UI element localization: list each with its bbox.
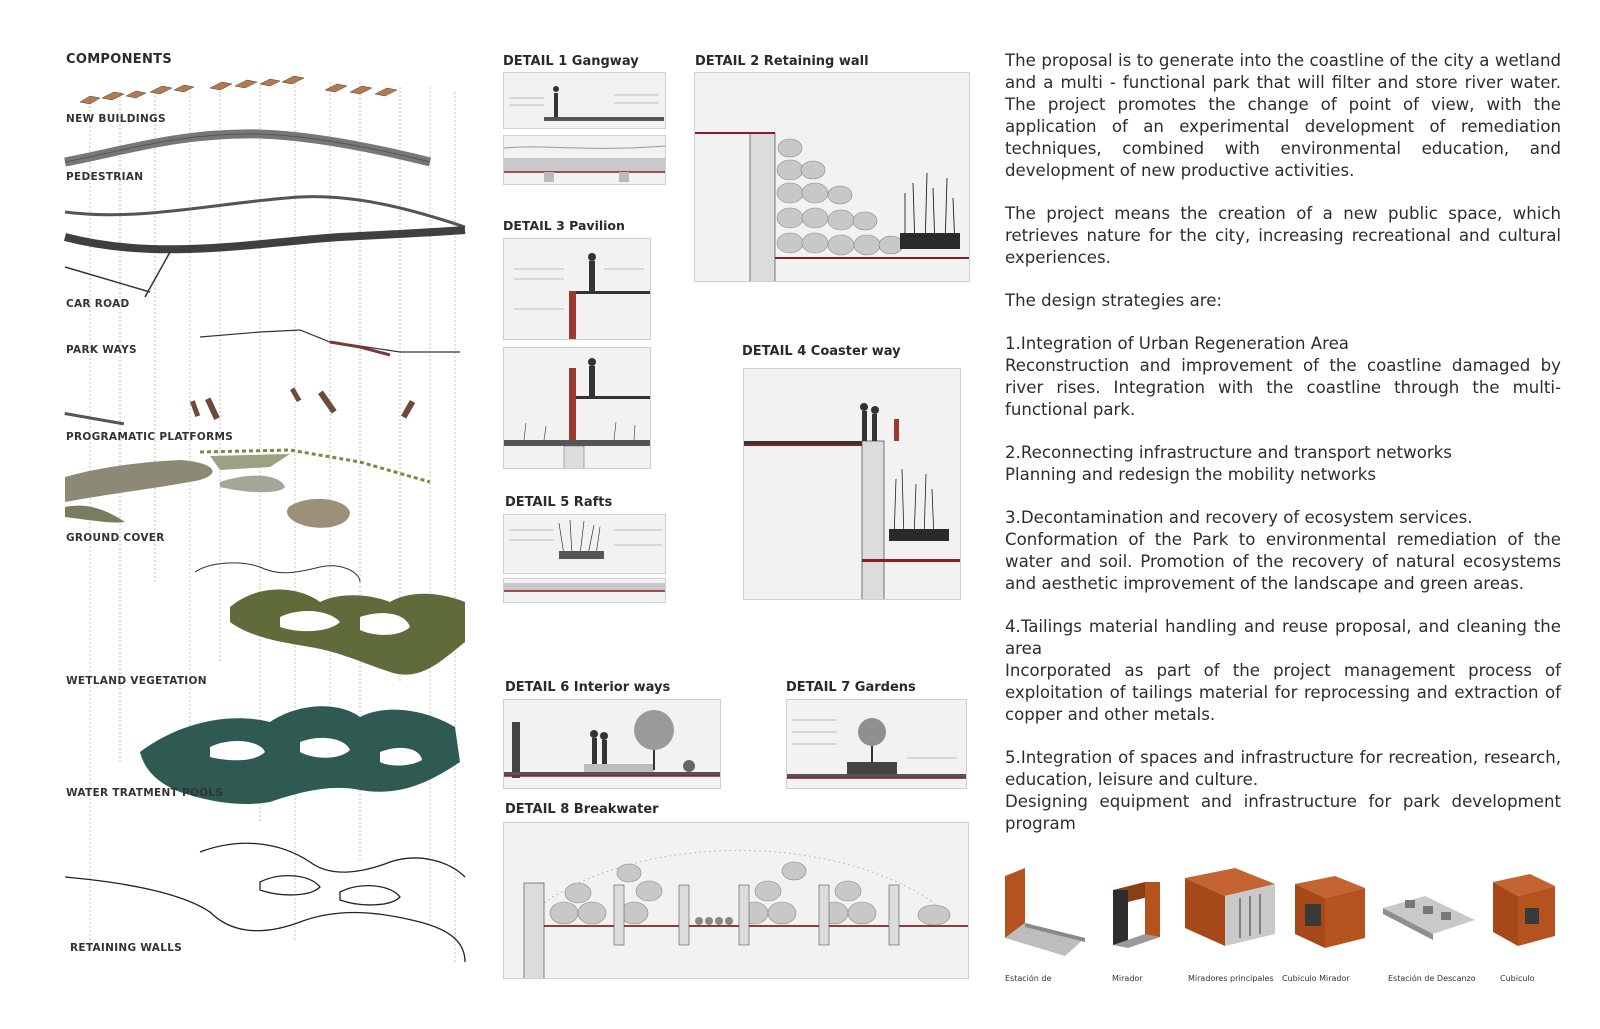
detail-2-title: DETAIL 2 Retaining wall: [695, 54, 869, 69]
components-title: COMPONENTS: [66, 52, 172, 67]
detail-3-upper-drawing: [503, 238, 651, 340]
detail-6-title: DETAIL 6 Interior ways: [505, 680, 671, 695]
layer-label-car-road: CAR ROAD: [66, 298, 130, 310]
intro-paragraph: The proposal is to generate into the coastline of the city a wetland and a multi - functional park that will filter and store river water. The project promotes the change of point of view, with the application of an experimental development of remediation techniques, combined with environmental education, and development of new productive activities.: [1005, 51, 1561, 180]
layer-label-pedestrian: PEDESTRIAN: [66, 171, 144, 183]
strategy-item: [1005, 747, 1561, 835]
detail-8-section-drawing: [503, 822, 969, 979]
furniture-label: Miradores principales: [1188, 974, 1274, 983]
detail-1-section-drawing: [503, 72, 666, 129]
detail-7-title: DETAIL 7 Gardens: [786, 680, 916, 695]
strategy-item: [1005, 333, 1561, 421]
furniture-label: Cubiculo Mirador: [1282, 974, 1350, 983]
detail-5-title: DETAIL 5 Rafts: [505, 495, 613, 510]
layer-label-ground-cover: GROUND COVER: [66, 532, 165, 544]
detail-7-section-drawing: [786, 699, 967, 789]
strategy-item: [1005, 616, 1561, 726]
strategy-body: Incorporated as part of the project management process of exploitation of tailings material for reprocessing and extraction of copper and other metals.: [1005, 661, 1561, 724]
detail-3-title: DETAIL 3 Pavilion: [503, 218, 625, 233]
strategy-item: [1005, 507, 1561, 595]
layer-label-retaining-walls: RETAINING WALLS: [70, 942, 183, 954]
miradores-principales-render: [1185, 868, 1275, 946]
detail-4-title: DETAIL 4 Coaster way: [742, 344, 901, 359]
furniture-label: Estación de Descanzo: [1388, 974, 1476, 983]
layer-label-wetland-vegetation: WETLAND VEGETATION: [66, 675, 207, 687]
strategy-title: 1.Integration of Urban Regeneration Area: [1005, 334, 1349, 353]
detail-8-title: DETAIL 8 Breakwater: [505, 802, 659, 817]
layer-label-programatic-platforms: PROGRAMATIC PLATFORMS: [66, 431, 234, 443]
strategy-title: 5.Integration of spaces and infrastructure for recreation, research, education, leisure and culture.: [1005, 748, 1561, 789]
mirador-render: [1113, 882, 1160, 948]
cubiculo-mirador-render: [1295, 876, 1365, 948]
detail-3-lower-drawing: [503, 347, 651, 469]
cubiculo-render: [1493, 874, 1555, 946]
detail-2-section-drawing: [694, 72, 970, 282]
estacion-render: [1005, 868, 1085, 956]
project-description: [1005, 50, 1561, 856]
furniture-label: Mirador: [1112, 974, 1143, 983]
layer-label-water-treatment-pools: WATER TRATMENT POOLS: [66, 787, 224, 799]
layer-label-new-buildings: NEW BUILDINGS: [66, 113, 166, 125]
strategy-body: Designing equipment and infrastructure for park development program: [1005, 792, 1561, 833]
public-space-paragraph: The project means the creation of a new public space, which retrieves nature for the city, increasing recreational and cultural experiences.: [1005, 204, 1561, 267]
detail-5-upper-drawing: [503, 514, 666, 574]
layer-label-park-ways: PARK WAYS: [66, 344, 137, 356]
detail-1-title: DETAIL 1 Gangway: [503, 54, 639, 69]
exploded-axonometric: [60, 62, 480, 982]
detail-5-lower-drawing: [503, 578, 666, 603]
car-road-layer: [65, 197, 465, 297]
strategy-title: 2.Reconnecting infrastructure and transport networks: [1005, 443, 1452, 462]
furniture-renders: [1005, 868, 1561, 972]
strategy-body: Planning and redesign the mobility networks: [1005, 465, 1377, 484]
strategy-item: [1005, 442, 1561, 486]
estacion-descanzo-render: [1383, 896, 1475, 940]
detail-6-section-drawing: [503, 699, 721, 789]
strategies-heading: The design strategies are:: [1005, 291, 1223, 310]
strategy-body: Conformation of the Park to environmental remediation of the water and soil. Promotion of the recovery of natural ecosystems and aesthetic improvement of the landscape and green areas.: [1005, 530, 1561, 593]
detail-1-plan-drawing: [503, 135, 666, 185]
furniture-label: Estación de: [1005, 974, 1052, 983]
new-buildings-layer: [80, 76, 397, 104]
strategy-body: Reconstruction and improvement of the coastline damaged by river rises. Integration with the coastline through the multi-functional park.: [1005, 356, 1561, 419]
strategy-title: 4.Tailings material handling and reuse proposal, and cleaning the area: [1005, 617, 1561, 658]
detail-4-section-drawing: [743, 368, 961, 600]
furniture-label: Cubiculo: [1500, 974, 1535, 983]
programatic-platforms-layer: [64, 388, 415, 426]
strategy-title: 3.Decontamination and recovery of ecosystem services.: [1005, 508, 1473, 527]
